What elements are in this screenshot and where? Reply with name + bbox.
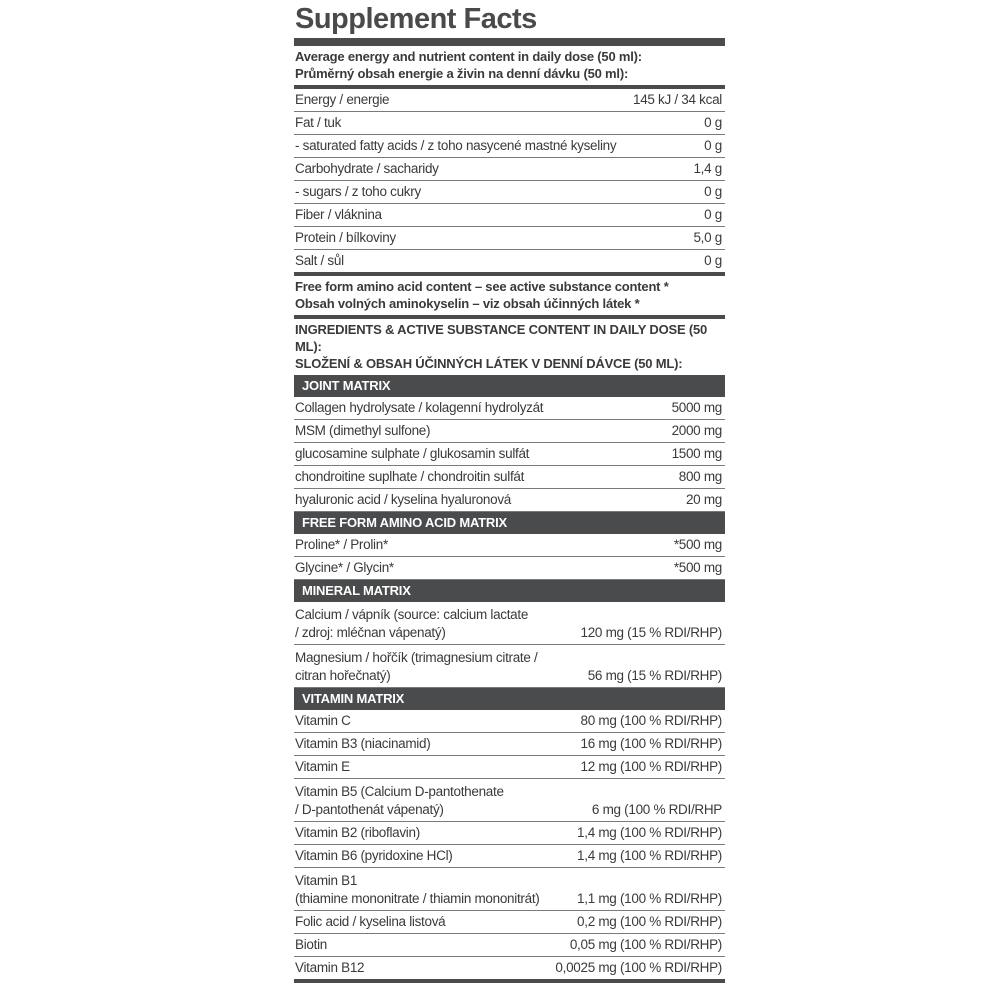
section-header: MINERAL MATRIX [294, 580, 725, 602]
table-row [294, 135, 725, 158]
row-label: chondroitine suplhate / chondroitin sulfát [295, 469, 525, 484]
panel-title: Supplement Facts [295, 3, 537, 35]
row-label: Energy / energie [295, 92, 390, 107]
row-label: Biotin [295, 937, 327, 952]
row-label: Fiber / vláknina [295, 207, 382, 222]
table-row [294, 250, 725, 272]
table-row [294, 645, 725, 688]
row-label: Calcium / vápník (source: calcium lactate / zdroj: mléčnan vápenatý) [295, 607, 529, 640]
row-label: Collagen hydrolysate / kolagenní hydrolyzát [295, 400, 544, 415]
table-row [294, 822, 725, 845]
row-value: 800 mg [678, 469, 722, 484]
bottom-rule [294, 979, 725, 983]
table-row [294, 934, 725, 957]
row-value: 80 mg (100 % RDI/RHP) [580, 713, 722, 728]
table-row [294, 557, 725, 580]
row-value: 2000 mg [671, 423, 722, 438]
table-row [294, 204, 725, 227]
row-value: 20 mg [685, 492, 722, 507]
energy-header [294, 46, 725, 85]
row-label: hyaluronic acid / kyselina hyaluronová [295, 492, 511, 507]
amino-note-cz: Obsah volných aminokyselin – viz obsah účinných látek * [295, 296, 640, 311]
title-rule [294, 38, 725, 46]
row-label: Vitamin B1 (thiamine mononitrate / thiamin mononitrát) [295, 873, 540, 906]
row-label: Proline* / Prolin* [295, 537, 388, 552]
row-label: Glycine* / Glycin* [295, 560, 394, 575]
row-label: Vitamin B3 (niacinamid) [295, 736, 431, 751]
table-row [294, 420, 725, 443]
amino-note [294, 276, 725, 315]
table-row [294, 534, 725, 557]
ingredients-header [294, 319, 725, 375]
section-header: JOINT MATRIX [294, 375, 725, 397]
table-row [294, 158, 725, 181]
table-row [294, 397, 725, 420]
table-row [294, 868, 725, 911]
table-row [294, 911, 725, 934]
table-row [294, 89, 725, 112]
row-value: 5000 mg [671, 400, 722, 415]
row-label: Vitamin E [295, 759, 350, 774]
row-value: 1500 mg [671, 446, 722, 461]
section-header: VITAMIN MATRIX [294, 688, 725, 710]
row-label: MSM (dimethyl sulfone) [295, 423, 431, 438]
row-value: 12 mg (100 % RDI/RHP) [580, 759, 722, 774]
row-label: Vitamin B12 [295, 960, 365, 975]
amino-note-en: Free form amino acid content – see active substance content * [295, 279, 669, 294]
row-value: *500 mg [673, 537, 722, 552]
row-value: 0 g [704, 207, 722, 222]
row-label: - sugars / z toho cukry [295, 184, 421, 199]
table-row [294, 112, 725, 135]
table-row [294, 227, 725, 250]
table-row [294, 466, 725, 489]
row-label: Vitamin B5 (Calcium D-pantothenate / D-pantothenát vápenatý) [295, 784, 504, 817]
row-value: 1,4 mg (100 % RDI/RHP) [577, 848, 722, 863]
row-value: 6 mg (100 % RDI/RHP [591, 802, 722, 817]
energy-header-cz: Průměrný obsah energie a živin na denní dávku (50 ml): [295, 66, 629, 81]
table-row [294, 602, 725, 645]
row-value: 0 g [704, 138, 722, 153]
nutrient-table [294, 89, 725, 272]
section-header: FREE FORM AMINO ACID MATRIX [294, 512, 725, 534]
row-value: 0 g [704, 253, 722, 268]
row-label: Folic acid / kyselina listová [295, 914, 446, 929]
row-label: Vitamin B6 (pyridoxine HCl) [295, 848, 453, 863]
row-value: 0,2 mg (100 % RDI/RHP) [577, 914, 722, 929]
row-label: Carbohydrate / sacharidy [295, 161, 439, 176]
table-row [294, 779, 725, 822]
row-value: 0 g [704, 115, 722, 130]
table-row [294, 710, 725, 733]
ingredients-header-cz: SLOŽENÍ & OBSAH ÚČINNÝCH LÁTEK V DENNÍ DÁVCE (50 ML): [295, 356, 683, 371]
row-value: 56 mg (15 % RDI/RHP) [587, 668, 722, 683]
row-value: 145 kJ / 34 kcal [632, 92, 722, 107]
table-row [294, 443, 725, 466]
row-label: Vitamin B2 (riboflavin) [295, 825, 420, 840]
table-row [294, 181, 725, 204]
ingredients-header-en: INGREDIENTS & ACTIVE SUBSTANCE CONTENT IN DAILY DOSE (50 ML): [295, 322, 708, 354]
table-row [294, 733, 725, 756]
row-value: 0 g [704, 184, 722, 199]
row-label: - saturated fatty acids / z toho nasycené mastné kyseliny [295, 138, 617, 153]
row-label: Protein / bílkoviny [295, 230, 396, 245]
row-value: 1,4 g [693, 161, 722, 176]
energy-header-en: Average energy and nutrient content in daily dose (50 ml): [295, 49, 642, 64]
row-value: 1,1 mg (100 % RDI/RHP) [577, 891, 722, 906]
row-value: 120 mg (15 % RDI/RHP) [580, 625, 722, 640]
supplement-facts-panel [294, 0, 725, 983]
row-value: 0,05 mg (100 % RDI/RHP) [569, 937, 722, 952]
table-row [294, 489, 725, 512]
ingredient-sections [294, 375, 725, 979]
row-label: Vitamin C [295, 713, 351, 728]
row-value: 5,0 g [693, 230, 722, 245]
row-label: Fat / tuk [295, 115, 342, 130]
row-value: 16 mg (100 % RDI/RHP) [580, 736, 722, 751]
row-label: glucosamine sulphate / glukosamin sulfát [295, 446, 530, 461]
table-row [294, 756, 725, 779]
row-label: Salt / sůl [295, 253, 344, 268]
table-row [294, 957, 725, 979]
row-value: *500 mg [673, 560, 722, 575]
table-row [294, 845, 725, 868]
row-value: 0,0025 mg (100 % RDI/RHP) [555, 960, 722, 975]
row-value: 1,4 mg (100 % RDI/RHP) [577, 825, 722, 840]
row-label: Magnesium / hořčík (trimagnesium citrate / citran hořečnatý) [295, 650, 538, 683]
